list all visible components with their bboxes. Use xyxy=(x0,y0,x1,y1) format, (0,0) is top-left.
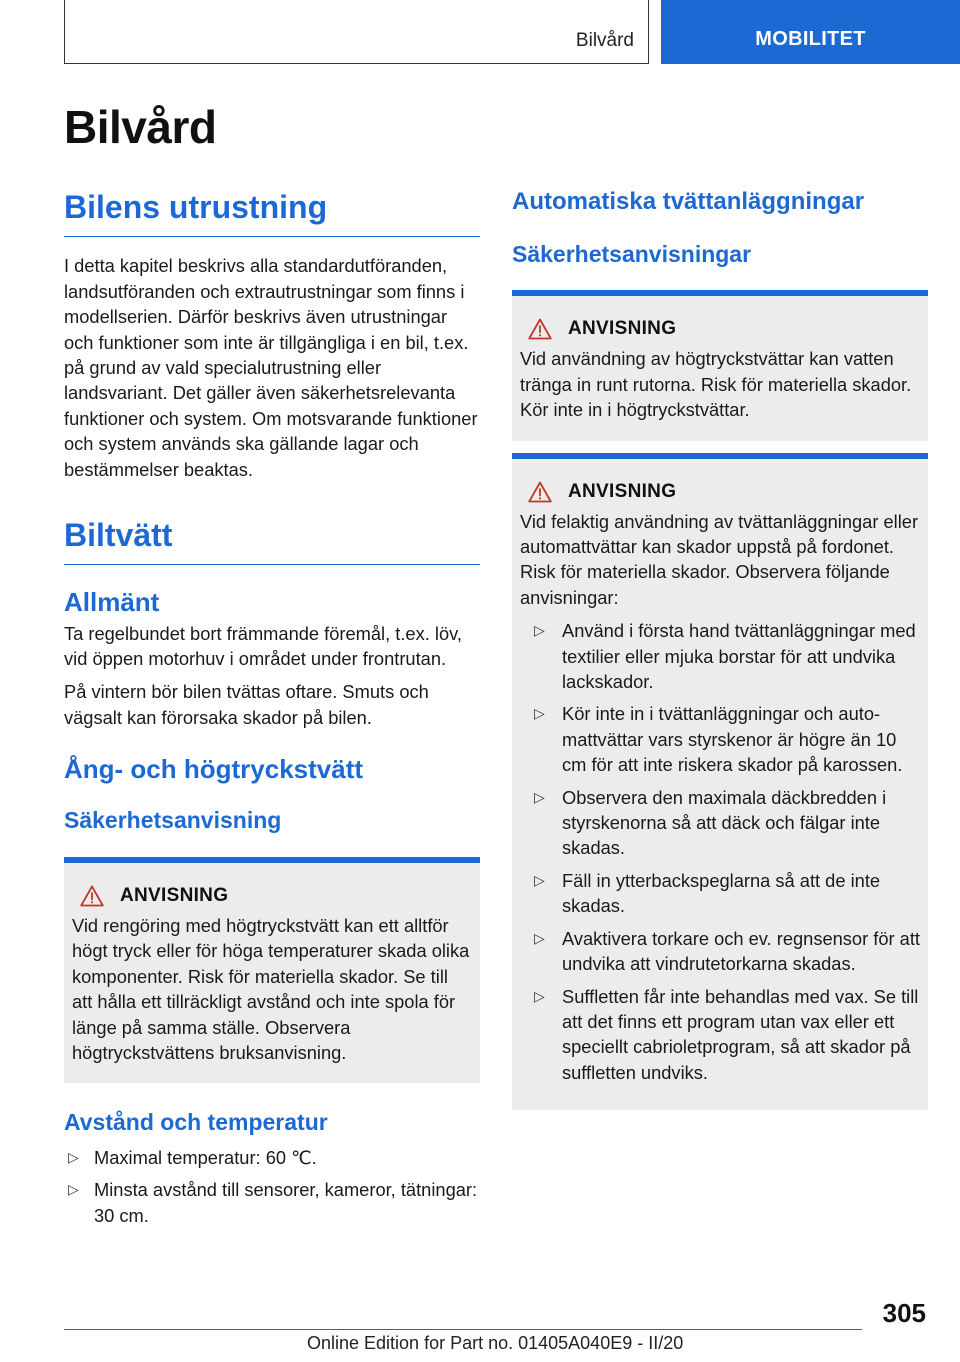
triangle-bullet-icon: ▷ xyxy=(68,1149,79,1166)
list-item: ▷ Suffletten får inte behandlas med vax. Se till att det finns ett program utan vax eller ett speciellt cabrioletprogram, så att skador på suffletten undviks. xyxy=(534,985,919,1083)
page-title: Bilvård xyxy=(64,101,217,153)
heading-equipment: Bilens utrustning xyxy=(64,188,480,237)
list-item: ▷ Använd i första hand tvättanläggningar med textilier eller mjuka borstar för att undvika lackskador. xyxy=(534,620,916,693)
heading-distance-temperature: Avstånd och temperatur xyxy=(64,1109,328,1136)
warning-text: Vid rengöring med högtryckstvätt kan ett alltför högt tryck eller för höga temperaturer skada olika komponenter. Risk för materiella skador. Se till att hålla ett tillräckligt avstånd och inte spola för länge på samma ställe. Observera högtryckstvättens bruksanvisning. xyxy=(72,915,470,1064)
heading-safety-note: Säkerhetsanvisning xyxy=(64,807,282,834)
distance-list xyxy=(64,1145,480,1228)
heading-safety-notes: Säkerhetsanvisningar xyxy=(512,240,752,267)
heading-steam-wash: Ång- och högtryckstvätt xyxy=(64,754,364,785)
warning-text: Vid användning av högtryckstvättar kan vatten tränga in runt rutorna. Risk för materiella skador. Kör inte in i högtryckstvättar. xyxy=(520,348,912,421)
left-column xyxy=(64,188,480,1235)
warning-title: ANVISNING xyxy=(568,318,677,340)
warning-box-high-pressure xyxy=(512,290,928,440)
triangle-bullet-icon: ▷ xyxy=(534,871,545,888)
triangle-bullet-icon: ▷ xyxy=(534,622,545,639)
paragraph-equipment: I detta kapitel beskrivs alla standardutföranden, landsutföranden och extrautrustningar som finns i modellserien. Därför beskrivs även utrustningar och funktioner som inte är tillgängliga i en bil, t.ex. på grund av vald specialutrustning eller landsvariant. Det gäller även säkerhetsrelevanta funktioner och system. Om motsvarande funktioner och system används ska gällande lagar och bestämmelser beaktas. xyxy=(64,255,478,480)
heading-automatic-wash: Automatiska tvättanläggningar xyxy=(512,188,865,215)
warning-box-car-wash xyxy=(512,453,928,1111)
list-item: ▷ Kör inte in i tvättanläggningar och automattvättar vars styrskenor är högre än 10 cm för att inte riskera skador på karossen. xyxy=(534,703,903,776)
list-item: ▷ Fäll in ytterbackspeglarna så att de inte skadas. xyxy=(534,869,881,917)
heading-car-wash: Biltvätt xyxy=(64,516,480,565)
header-chapter-tab xyxy=(661,0,960,64)
warning-triangle-icon xyxy=(80,885,104,907)
list-item: ▷ Observera den maximala däckbredden i styrskenorna så att däck och fälgar inte skadas. xyxy=(534,786,887,859)
heading-general: Allmänt xyxy=(64,587,160,618)
warning-header xyxy=(520,481,920,503)
triangle-bullet-icon: ▷ xyxy=(534,929,545,946)
warning-header xyxy=(520,318,920,340)
footer-edition: Online Edition for Part no. 01405A040E9 - II/20 xyxy=(307,1333,684,1353)
page-number: 305 xyxy=(882,1298,926,1328)
list-item: ▷ Minsta avstånd till sensorer, kameror, tätningar: 30 cm. xyxy=(68,1179,478,1226)
header-chapter-label: MOBILITET xyxy=(755,28,866,50)
right-column xyxy=(512,188,928,1110)
list-item: ▷ Maximal temperatur: 60 ℃. xyxy=(64,1145,480,1170)
triangle-bullet-icon: ▷ xyxy=(534,705,545,722)
warning-triangle-icon xyxy=(528,481,552,503)
header-section-box xyxy=(64,0,649,64)
warning-title: ANVISNING xyxy=(568,480,677,502)
triangle-bullet-icon: ▷ xyxy=(534,987,545,1004)
list-item: ▷ Avaktivera torkare och ev. regnsensor för att undvika att vindrutetorkarna skadas. xyxy=(534,927,921,975)
warning-text: Vid felaktig användning av tvättanläggningar eller automattvättar kan skador uppstå på fordonet. Risk för materiella skador. Observera följande anvisningar: xyxy=(520,510,919,608)
paragraph-general-1: Ta regelbundet bort främmande föremål, t.ex. löv, vid öppen motorhuv i området under frontrutan. xyxy=(64,622,462,670)
paragraph-general-2: På vintern bör bilen tvättas oftare. Smuts och vägsalt kan förorsaka skador på bilen. xyxy=(64,681,429,728)
warning-box-steam xyxy=(64,857,480,1083)
car-wash-instructions-list xyxy=(520,618,920,1085)
warning-title: ANVISNING xyxy=(120,885,229,907)
triangle-bullet-icon: ▷ xyxy=(534,788,545,805)
footer-divider xyxy=(64,1329,862,1330)
header-section-label: Bilvård xyxy=(575,30,634,51)
triangle-bullet-icon: ▷ xyxy=(68,1181,79,1198)
warning-header xyxy=(72,885,472,907)
warning-triangle-icon xyxy=(528,318,552,340)
